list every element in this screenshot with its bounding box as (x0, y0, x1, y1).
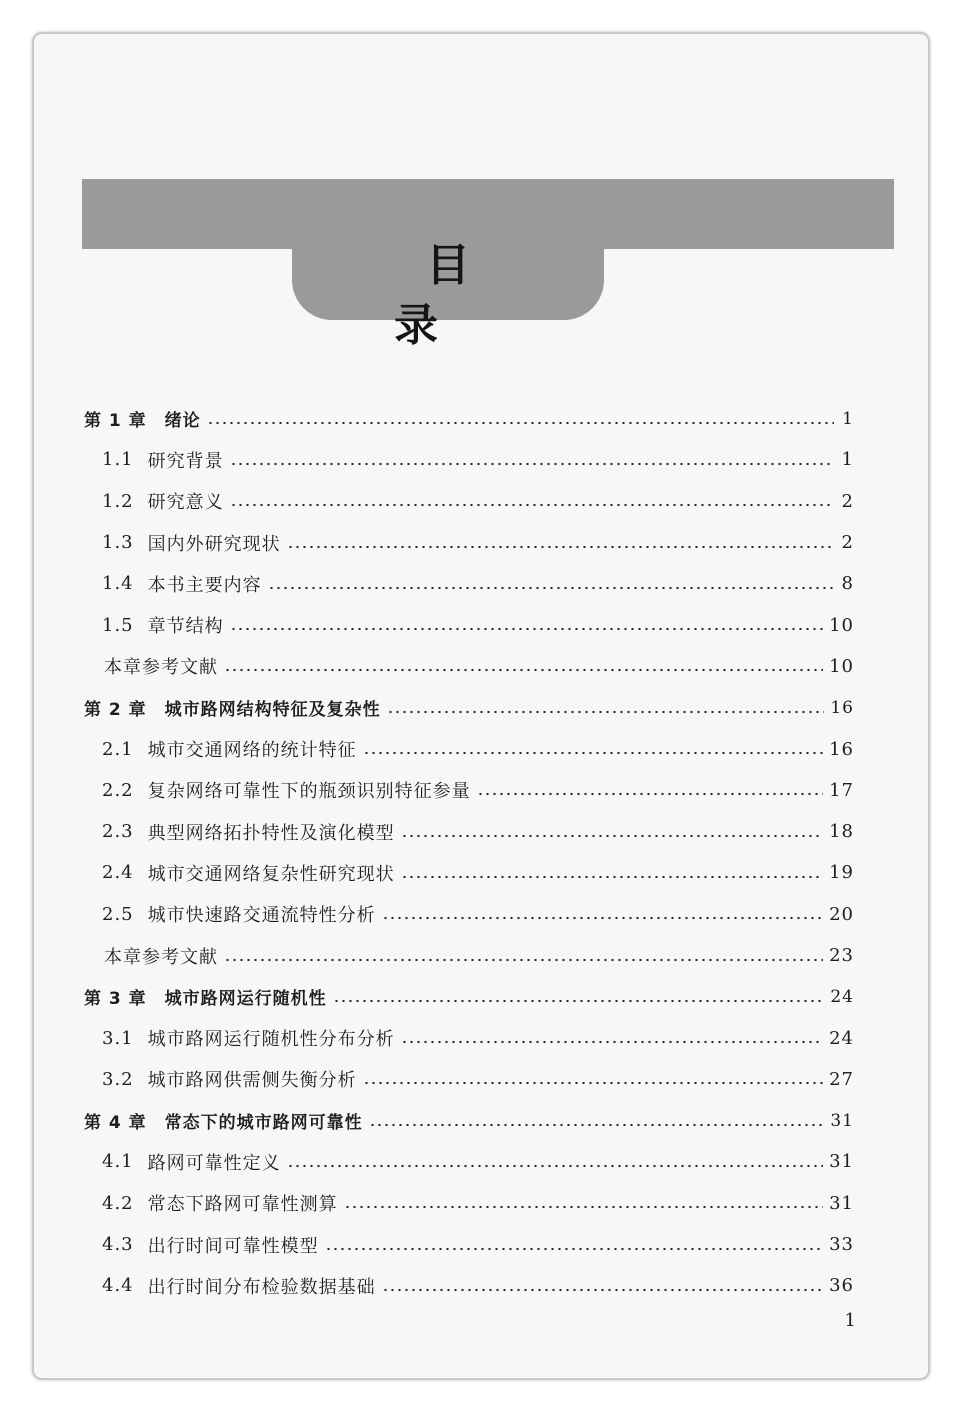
entry-title: 典型网络拓扑特性及演化模型 (147, 822, 395, 844)
toc-section-entry (84, 811, 854, 852)
dot-leader (268, 586, 834, 590)
entry-title: 复杂网络可靠性下的瓶颈识别特征参量 (147, 781, 471, 803)
entry-number: 3.1 (102, 1027, 134, 1049)
dot-leader (401, 1040, 823, 1044)
dot-leader (369, 1123, 825, 1127)
dot-leader (401, 834, 823, 838)
page-number: 1 (844, 1310, 856, 1331)
entry-page-number: 24 (829, 1027, 854, 1049)
toc-chapter-entry (84, 1100, 854, 1141)
dot-leader (401, 875, 823, 879)
toc-references-entry (84, 646, 854, 687)
entry-number: 1.4 (102, 573, 134, 595)
entry-number: 1.3 (102, 532, 134, 554)
toc-chapter-entry (84, 687, 854, 728)
dot-leader (382, 916, 823, 920)
toc-section-entry (84, 604, 854, 645)
dot-leader (224, 668, 823, 672)
entry-number: 第 4 章 (84, 1113, 147, 1134)
dot-leader (224, 958, 823, 962)
toc-section-entry (84, 894, 854, 935)
entry-number: 1.5 (102, 614, 134, 636)
toc-section-entry (84, 522, 854, 563)
dot-leader (477, 792, 823, 796)
entry-page-number: 16 (830, 697, 854, 718)
entry-page-number: 36 (829, 1275, 854, 1297)
entry-page-number: 23 (829, 945, 854, 966)
entry-number: 4.1 (102, 1151, 134, 1173)
dot-leader (382, 1288, 823, 1292)
entry-page-number: 31 (829, 1151, 854, 1173)
entry-page-number: 24 (830, 986, 854, 1007)
entry-page-number: 27 (829, 1068, 854, 1090)
toc-references-entry (84, 935, 854, 976)
toc-section-entry (84, 728, 854, 769)
toc-section-entry (84, 1265, 854, 1306)
entry-number: 2.4 (102, 862, 134, 884)
entry-title: 出行时间分布检验数据基础 (147, 1276, 376, 1298)
entry-title: 城市路网供需侧失衡分析 (147, 1070, 357, 1092)
toc-section-entry (84, 1017, 854, 1058)
toc-section-entry (84, 481, 854, 522)
dot-leader (363, 1081, 823, 1085)
entry-number: 2.1 (102, 738, 134, 760)
entry-number: 2.2 (102, 779, 134, 801)
entry-page-number: 2 (841, 490, 854, 512)
toc-section-entry (84, 1183, 854, 1224)
entry-title: 研究背景 (147, 450, 224, 472)
dot-leader (333, 999, 825, 1003)
entry-title: 常态下路网可靠性测算 (147, 1194, 338, 1216)
entry-number: 4.4 (102, 1275, 134, 1297)
entry-title: 城市路网结构特征及复杂性 (164, 700, 381, 721)
entry-number: 第 2 章 (84, 700, 147, 721)
dot-leader (230, 627, 823, 631)
title-tab (292, 234, 642, 351)
toc-section-entry (84, 1224, 854, 1265)
dot-leader (344, 1205, 823, 1209)
dot-leader (230, 462, 834, 466)
toc-section-entry (84, 852, 854, 893)
toc-section-entry (84, 439, 854, 480)
entry-number: 1.1 (102, 449, 134, 471)
entry-title: 本章参考文献 (104, 946, 218, 968)
entry-page-number: 16 (829, 738, 854, 760)
entry-title: 城市交通网络的统计特征 (147, 740, 357, 762)
entry-page-number: 31 (829, 1192, 854, 1214)
entry-title: 章节结构 (147, 616, 224, 638)
entry-title: 路网可靠性定义 (147, 1152, 281, 1174)
entry-number: 3.2 (102, 1068, 134, 1090)
table-of-contents (84, 398, 854, 1307)
entry-title: 城市快速路交通流特性分析 (147, 905, 376, 927)
entry-page-number: 10 (829, 655, 854, 677)
entry-title: 本书主要内容 (147, 574, 262, 596)
entry-page-number: 17 (829, 779, 854, 801)
entry-title: 研究意义 (147, 492, 224, 514)
entry-page-number: 19 (829, 862, 854, 884)
entry-title: 本章参考文献 (104, 657, 218, 679)
toc-section-entry (84, 770, 854, 811)
entry-title: 城市路网运行随机性 (164, 989, 327, 1010)
entry-number: 2.5 (102, 903, 134, 925)
entry-number: 第 3 章 (84, 989, 147, 1010)
entry-page-number: 1 (842, 408, 854, 429)
entry-number: 2.3 (102, 821, 134, 843)
entry-page-number: 8 (841, 573, 854, 595)
entry-title: 国内外研究现状 (147, 533, 281, 555)
toc-section-entry (84, 563, 854, 604)
entry-page-number: 1 (841, 449, 854, 471)
entry-page-number: 2 (841, 532, 854, 554)
entry-title: 出行时间可靠性模型 (147, 1235, 319, 1257)
dot-leader (207, 421, 834, 425)
entry-page-number: 20 (829, 903, 854, 925)
entry-title: 常态下的城市路网可靠性 (164, 1113, 363, 1134)
entry-page-number: 31 (830, 1110, 854, 1131)
entry-page-number: 33 (829, 1234, 854, 1256)
entry-title: 绪论 (164, 411, 201, 432)
page-title: 目 录 (394, 240, 642, 351)
entry-page-number: 10 (829, 614, 854, 636)
dot-leader (387, 710, 825, 714)
dot-leader (363, 751, 823, 755)
entry-title: 城市交通网络复杂性研究现状 (147, 863, 395, 885)
dot-leader (230, 503, 834, 507)
entry-page-number: 18 (829, 821, 854, 843)
entry-number: 4.2 (102, 1192, 134, 1214)
dot-leader (287, 545, 834, 549)
entry-number: 4.3 (102, 1234, 134, 1256)
entry-number: 第 1 章 (84, 411, 147, 432)
toc-chapter-entry (84, 398, 854, 439)
dot-leader (287, 1164, 823, 1168)
toc-section-entry (84, 1059, 854, 1100)
entry-title: 城市路网运行随机性分布分析 (147, 1029, 395, 1051)
entry-number: 1.2 (102, 490, 134, 512)
toc-section-entry (84, 1141, 854, 1182)
dot-leader (325, 1247, 823, 1251)
toc-chapter-entry (84, 976, 854, 1017)
toc-page (32, 32, 930, 1380)
